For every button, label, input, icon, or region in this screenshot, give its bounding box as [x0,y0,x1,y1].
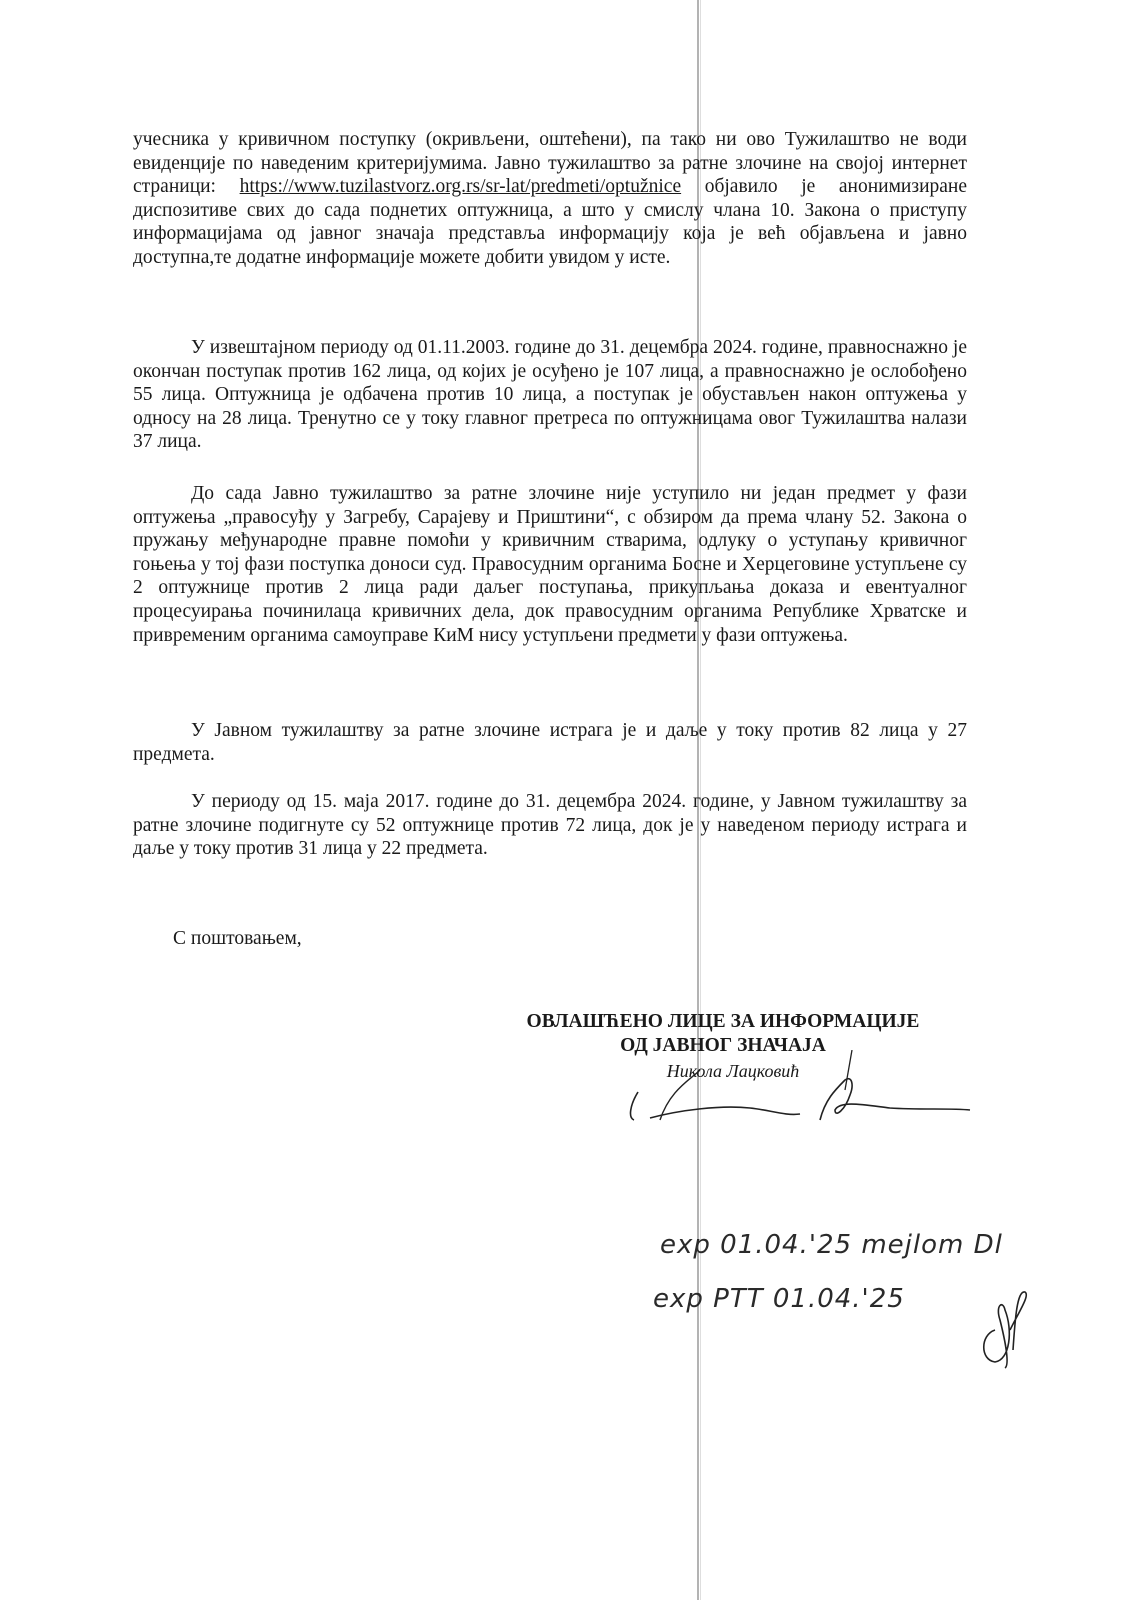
handwritten-signature-icon [620,1050,980,1130]
closing-salutation: С поштовањем, [173,928,302,949]
paragraph-text: учесника у кривичном поступку (окривљени, оштећени), па тако ни ово Тужилаштво не води евиденције по наведеним критеријумима. Јавно тужилаштво за ратне злочине на својој интернет страници: [133,129,967,198]
signatory-name: Никола Лацковић [666,1061,800,1081]
signatory-title-line1: ОВЛАШЋЕНО ЛИЦЕ ЗА ИНФОРМАЦИЈЕ [526,1011,920,1032]
signatory-title-line2: ОД ЈАВНОГ ЗНАЧАЈА [620,1035,826,1056]
paragraph-text: објавило је анонимизиране диспозитиве свих до сада поднетих оптужница, а што у смислу члана 10. Закона о приступу информацијама од јавног значаја представља информацију која је већ објављена и јавно доступна,те додатне информације можете добити увидом у исте. [133,176,967,268]
paragraph-case-transfers: До сада Јавно тужилаштво за ратне злочине није уступило ни један предмет у фази оптужења „правосуђу у Загребу, Сарајеву и Приштини“, с обзиром да према члану 52. Закона о пружању међународне правне помоћи у кривичним стварима, одлуку о уступању кривичног гоњења у тој фази поступка доноси суд. Правосудним органима Босне и Херцеговине уступљене су 2 оптужнице против 2 лица ради даљег поступања, прикупљања доказа и евентуалног процесуирања починилаца кривичних дела, док правосудним органима Републике Хрватске и привременим органима самоуправе КиМ нису уступљени предмети у фази оптужења. [133,483,967,646]
paragraph-reporting-period: У извештајном периоду од 01.11.2003. године до 31. децембра 2024. године, правноснажно је окончан поступак против 162 лица, од којих је осуђено је 107 лица, а правноснажно је ослобођено 55 лица. Оптужница је одбачена против 10 лица, а поступак је обустављен након оптужења у односу на 28 лица. Тренутно се у току главног претреса по оптужницама овог Тужилаштва налази 37 лица. [133,337,967,453]
handwritten-initials-icon [975,1290,1035,1370]
paragraph-indictments-period: У периоду од 15. маја 2017. године до 31. децембра 2024. године, у Јавном тужилаштву за ратне злочине подигнуте су 52 оптужнице против 72 лица, док је у наведеном периоду истрага и даље у току против 31 лица у 22 предмета. [133,791,967,860]
handwritten-note: exp PTT 01.04.'25 [653,1284,905,1314]
handwritten-note: exp 01.04.'25 mejlom Dl [660,1230,1003,1260]
paragraph-evidence-records [133,128,967,270]
website-link[interactable]: https://www.tuzilastvorz.org.rs/sr-lat/predmeti/optužnice [239,176,682,198]
paragraph-ongoing-investigations: У Јавном тужилаштву за ратне злочине истрага је и даље у току против 82 лица у 27 предмета. [133,720,967,765]
